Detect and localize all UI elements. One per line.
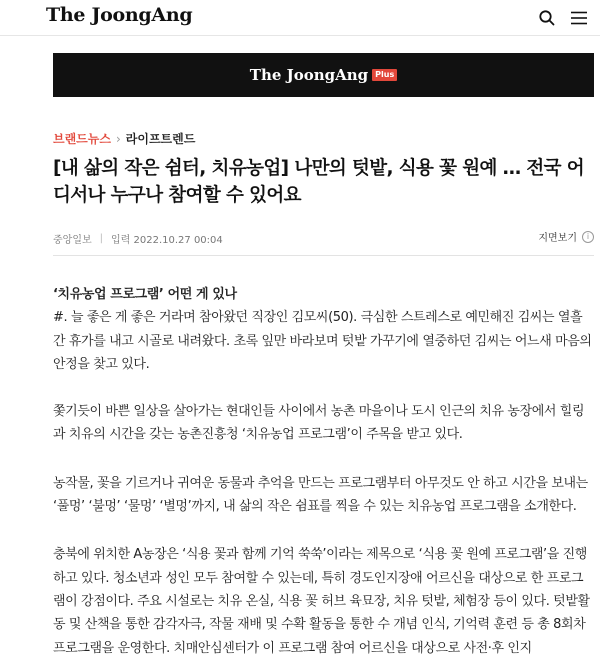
divider	[53, 255, 594, 256]
article-subhead: ‘치유농업 프로그램’ 어떤 게 있나	[53, 287, 237, 302]
meta-divider: |	[99, 233, 104, 244]
info-icon[interactable]: i	[582, 231, 594, 243]
site-logo[interactable]: The JoongAng	[46, 4, 193, 26]
breadcrumb-separator: ›	[115, 131, 121, 146]
hamburger-menu-icon[interactable]	[570, 9, 588, 27]
article-meta	[53, 231, 223, 246]
article-paragraph: 쫓기듯이 바쁜 일상을 살아가는 현대인들 사이에서 농촌 마을이나 도시 인근의 치유 농장에서 힐링과 치유의 시간을 갖는 농촌진흥청 ‘치유농업 프로그램’이 주목을 받고 있다.	[53, 404, 585, 443]
top-header	[0, 0, 600, 36]
category-sub[interactable]: 라이프트렌드	[125, 132, 196, 146]
paper-view-button[interactable]	[538, 229, 594, 244]
article-title: [내 삶의 작은 쉼터, 치유농업] 나만의 텃밭, 식용 꽃 원예 … 전국 어디서나 누구나 참여할 수 있어요	[53, 158, 585, 206]
search-icon[interactable]	[538, 9, 556, 27]
paper-view-label: 지면보기	[538, 233, 577, 244]
article-paragraph: 충북에 위치한 A농장은 ‘식용 꽃과 함께 기억 쑥쑥’이라는 제목으로 ‘식용 꽃 원예 프로그램’을 진행하고 있다. 청소년과 성인 모두 참여할 수 있는데, 특히 경도인지장애 어르신을 대상으로 한 프로그램이 강점이다. 주요 시설로는 치유 온실, 식용 꽃 허브 육묘장, 치유 텃밭, 체험장 등이 있다. 텃밭활동 및 산책을 통한 감각자극, 작물 재배 및 수확 활동을 통한 수 개념 인식, 기억력 훈련 등 총 8회차 프로그램을 운영한다. 치매안심센터가 이 프로그램 참여 어르신을 대상으로 사전·후 인지	[53, 547, 590, 656]
article-source: 중앙일보	[53, 235, 92, 246]
article-paragraph: #. 늘 좋은 게 좋은 거라며 참아왔던 직장인 김모씨(50). 극심한 스트레스로 예민해진 김씨는 열흘간 휴가를 내고 시골로 내려왔다. 초록 잎만 바라보며 텃밭 가꾸기에 열중하던 김씨는 어느새 마음의 안정을 찾고 있다.	[53, 310, 592, 372]
article-date: 입력 2022.10.27 00:04	[111, 235, 223, 246]
plus-badge: Plus	[372, 69, 397, 81]
article-body	[53, 283, 594, 660]
breadcrumb	[53, 130, 195, 147]
category-main[interactable]: 브랜드뉴스	[53, 132, 111, 146]
header-actions	[538, 9, 588, 27]
banner-logo: The JoongAng	[249, 66, 369, 84]
plus-banner[interactable]	[53, 53, 594, 97]
article-paragraph: 농작물, 꽃을 기르거나 귀여운 동물과 추억을 만드는 프로그램부터 아무것도 안 하고 시간을 보내는 ‘풀멍’ ‘불멍’ ‘물멍’ ‘별멍’까지, 내 삶의 작은 쉼표를 찍을 수 있는 치유농업 프로그램을 소개한다.	[53, 475, 588, 515]
